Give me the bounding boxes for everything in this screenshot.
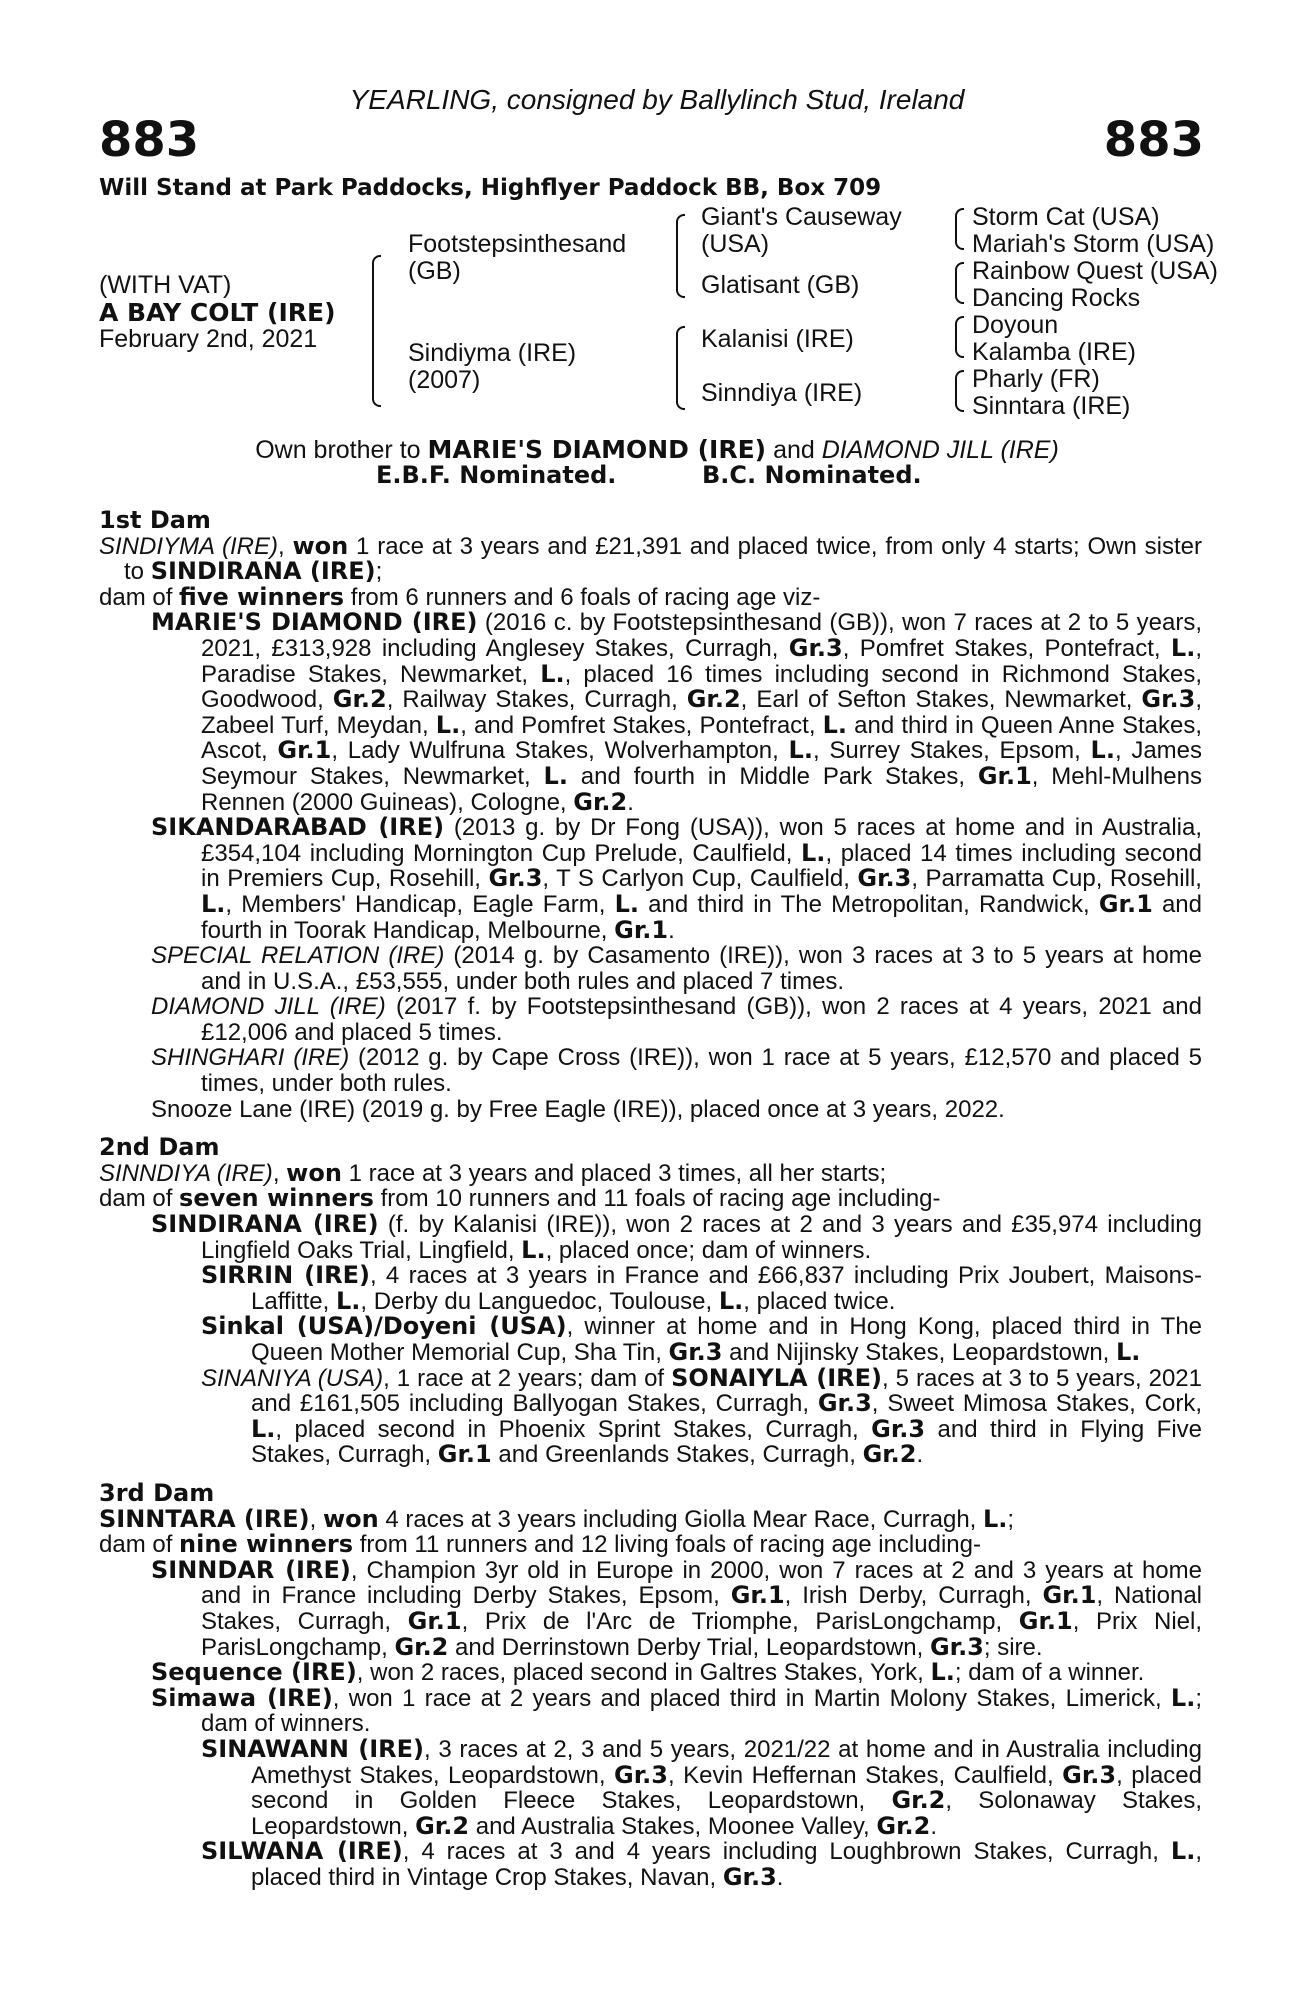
entry-text: , Mehl-Mulhens Rennen (2000 Guineas), Cologne, [201,762,1203,816]
entry-text: , T S Carlyon Cup, Caulfield, [542,865,858,893]
entry-text: and Australia Stakes, Moonee Valley, [469,1812,877,1840]
entry-text: (f. by Kalanisi (IRE)), won 2 races at 2 and 3 years and £35,974 including Lingfield Oaks Trial, Lingfield, [201,1211,1203,1264]
dam-sections [99,508,1202,1890]
entry-text: , [309,1505,323,1533]
entry-text: from 6 runners and 6 foals of racing age viz- [344,583,821,611]
entry-text: SINNDIYA (IRE) [99,1159,273,1187]
entry-text: Gr.1 [1018,1606,1073,1635]
pedigree-sire-line2: (GB) [408,257,461,285]
entry-text: from 10 runners and 11 foals of racing age including- [373,1185,941,1213]
entry-text: , Zabeel Turf, Meydan, [201,686,1203,739]
entry-text: SILWANA (IRE) [201,1837,403,1866]
entry-text: won [292,531,349,560]
entry-text: , placed twice. [743,1287,896,1315]
entry-text: , 4 races at 3 years in France and £66,837 including Prix Joubert, Maisons-Laffitte, [251,1262,1202,1315]
entry-text: SINDIRANA (IRE) [151,1210,379,1239]
entry-text: SINDIYMA (IRE) [99,532,278,560]
entry-text: , Kevin Heffernan Stakes, Caulfield, [667,1761,1063,1789]
entry-text: SONAIYLA (IRE) [671,1363,882,1392]
entry-text: Gr.1 [437,1440,492,1469]
sire-dam-brace [372,255,381,407]
entry-text: Gr.3 [668,1338,723,1366]
dam-section [99,1478,1203,1891]
entry-text: dam of [99,1185,180,1213]
entry-text: Sequence (IRE) [151,1658,357,1687]
entry-text: , James Seymour Stakes, Newmarket, [201,737,1203,790]
entry-paragraph [99,1158,1202,1187]
entry-paragraph [99,582,1202,611]
entry-paragraph [99,1504,1202,1533]
entry-text: SINNTARA (IRE) [99,1504,310,1533]
pedigree-g3-6: Kalamba (IRE) [972,338,1136,366]
entry-text: and Derrinstown Derby Trial, Leopardstown, [448,1633,930,1661]
entry-text: , Solonaway Stakes, Leopardstown, [251,1787,1202,1840]
entry-text: , Prix Niel, ParisLongchamp, [201,1607,1202,1661]
entry-text: Gr.2 [415,1811,470,1840]
entry-text: 4 races at 3 years including Giolla Mear Race, Curragh, [378,1505,983,1533]
entry-text: and fourth in Toorak Handicap, Melbourne, [201,890,1202,944]
g3-brace-1 [955,208,964,250]
entry-text: (2016 c. by Footstepsinthesand (GB)), won 7 races at 2 to 5 years, 2021, £313,928 including Anglesey Stakes, Curragh, [201,609,1202,662]
entry-text: Gr.3 [614,1760,668,1789]
g3-brace-3 [955,316,964,358]
entry-text: ; dam of winners. [201,1684,1203,1738]
entry-text: Gr.3 [488,864,543,893]
entry-text: Gr.1 [277,736,332,765]
entry-text: and fourth in Middle Park Stakes, [567,762,978,790]
section-heading: 1st Dam [99,506,211,534]
entry-text: SPECIAL RELATION (IRE) [151,942,445,970]
pedigree-g3-5: Doyoun [972,311,1059,339]
entry-text: , 4 races at 3 and 4 years including Loughbrown Stakes, Curragh, [402,1838,1171,1866]
entry-text: Gr.2 [573,787,628,816]
lot-number-right: 883 [1103,112,1204,168]
entry-text: won [286,1158,342,1187]
entry-text: (2014 g. by Casamento (IRE)), won 3 races at 3 to 5 years at home and in U.S.A., £53,555, under both rules and placed 7 times. [201,942,1203,995]
entry-text: , placed 14 times including second in Premiers Cup, Rosehill, [201,839,1203,893]
section-heading: 2nd Dam [99,1133,220,1162]
sire-parents-brace [676,214,685,298]
entry-text: , 1 race at 2 years; dam of [383,1364,672,1392]
vat-label: (WITH VAT) [99,271,232,299]
entry-text: MARIE'S DIAMOND (IRE) [151,608,478,637]
entry-text: ; sire. [983,1633,1043,1661]
entry-text: Gr.3 [929,1632,984,1661]
entry-text: . [930,1812,937,1840]
entry-text: and third in Flying Five Stakes, Curragh, [251,1415,1203,1469]
entry-text: Gr.1 [1042,1581,1097,1610]
relations-line: Own brother to MARIE'S DIAMOND (IRE) and DIAMOND JILL (IRE) [255,435,1059,464]
entry-text: SIKANDARABAD (IRE) [151,813,445,842]
pedigree-g3-3: Rainbow Quest (USA) [972,257,1218,285]
dam-section [99,1135,1202,1468]
entry-text: L. [1170,1683,1196,1712]
pedigree-dam-line2: (2007) [408,366,481,394]
entry-text: . [776,1863,784,1891]
entry-text: , 3 races at 2, 3 and 5 years, 2021/22 at home and in Australia including Amethyst Stakes, Leopardstown, [251,1735,1202,1789]
entry-text: L. [718,1286,744,1315]
entry-text: from 11 runners and 12 living foals of racing age including- [353,1531,981,1559]
entry-text: Gr.3 [1141,685,1196,714]
pedigree-g3-2: Mariah's Storm (USA) [972,230,1215,258]
entry-text: SINDIRANA (IRE) [150,557,376,586]
entry-text: L. [614,889,639,918]
entry-text: L. [251,1414,276,1443]
entry-text: Gr.1 [977,761,1032,790]
entry-text: and Greenlands Stakes, Curragh, [491,1441,863,1469]
entry-text: L. [1090,736,1115,765]
entry-text: , placed second in Phoenix Sprint Stakes, Curragh, [275,1415,872,1443]
entry-text: DIAMOND JILL (IRE) [151,993,386,1021]
entry-text: Gr.2 [332,685,387,714]
g3-brace-4 [955,370,964,412]
entry-text: Gr.2 [862,1440,917,1469]
entry-paragraph [201,1263,1202,1314]
entry-paragraph [201,1314,1202,1365]
entry-text: L. [788,736,813,765]
bc-nomination: B.C. Nominated. [702,461,922,489]
entry-text: Gr.3 [722,1862,777,1891]
entry-text: L. [983,1504,1008,1533]
entry-text: , National Stakes, Curragh, [201,1582,1203,1635]
entry-text: and Nijinsky Stakes, Leopardstown, [722,1339,1117,1366]
entry-text: , placed second in Golden Fleece Stakes, Leopardstown, [251,1761,1202,1815]
entry-paragraph [99,1532,1202,1558]
entry-text: L. [435,710,461,739]
entry-paragraph [151,610,1202,815]
entry-paragraph [151,1660,1202,1686]
entry-text: 1 race at 3 years and £21,391 and placed twice, from only 4 starts; Own sister to [124,532,1202,586]
section-heading: 3rd Dam [99,1478,215,1507]
entry-paragraph [151,1555,1203,1661]
entry-paragraph [151,1097,1202,1123]
entry-text: . [627,788,634,816]
entry-text: Gr.3 [1062,1760,1117,1789]
entry-text: ; [375,558,383,586]
entry-text: SINNDAR (IRE) [151,1555,351,1584]
ebf-nomination: E.B.F. Nominated. [376,461,617,489]
pedigree-sire-line1: Footstepsinthesand [408,230,627,258]
consignment-header: YEARLING, consigned by Ballylinch Stud, Ireland [349,84,965,115]
entry-text: , Members' Handicap, Eagle Farm, [225,890,615,918]
pedigree-g3-7: Pharly (FR) [972,365,1100,393]
entry-text: Gr.1 [1098,889,1153,918]
subject-name: A BAY COLT (IRE) [99,298,336,327]
entry-text: , Champion 3yr old in Europe in 2000, won 7 races at 2 and 3 years at home and in France including Derby Stakes, Epsom, [201,1556,1202,1610]
entry-text: L. [335,1286,361,1315]
entry-text: L. [1170,633,1196,662]
entry-text: and third in Queen Anne Stakes, Ascot, [201,711,1202,765]
entry-text: Gr.1 [730,1581,785,1610]
entry-text: Gr.2 [394,1632,449,1661]
entry-text: Gr.1 [614,915,669,944]
pedigree-g3-4: Dancing Rocks [972,284,1141,312]
pedigree-g3-8: Sinntara (IRE) [972,392,1131,420]
entry-text: , [272,1159,287,1187]
entry-text: SIRRIN (IRE) [201,1261,370,1290]
entry-text: , winner at home and in Hong Kong, placed third in The Queen Mother Memorial Cup, Sha Tin, [251,1313,1203,1366]
entry-text: . [916,1441,924,1469]
entry-text: , Derby du Languedoc, Toulouse, [360,1287,719,1315]
entry-text: L. [543,761,568,790]
entry-text: Gr.2 [891,1786,946,1815]
entry-text: Simawa (IRE) [151,1683,333,1712]
entry-text: , Parramatta Cup, Rosehill, [911,865,1202,893]
pedigree-sire-sire-line1: Giant's Causeway [701,203,902,231]
entry-paragraph [151,1683,1203,1738]
entry-text: L. [1170,1837,1196,1866]
subject-foaled: February 2nd, 2021 [99,325,318,353]
entry-text: , Irish Derby, Curragh, [784,1582,1043,1610]
entry-paragraph [99,1186,1202,1212]
dam-parents-brace [676,326,685,410]
entry-text: , Surrey Stakes, Epsom, [812,737,1091,765]
entry-text: Gr.3 [817,1389,872,1418]
entry-text: (2017 f. by Footstepsinthesand (GB)), won 2 races at 4 years, 2021 and £12,006 and placed 5 times. [201,993,1202,1046]
pedigree-dam-sire: Kalanisi (IRE) [701,325,854,353]
entry-text: (2012 g. by Cape Cross (IRE)), won 1 race at 5 years, £12,570 and placed 5 times, under both rules. [201,1044,1202,1098]
entry-text: five winners [179,582,345,611]
entry-text: Gr.1 [407,1606,462,1635]
pedigree-dam-dam: Sinndiya (IRE) [701,379,863,407]
entry-text: , Paradise Stakes, Newmarket, [201,634,1202,688]
entry-text: Gr.3 [788,633,843,662]
entry-text: dam of [99,1531,180,1559]
entry-text: and third in The Metropolitan, Randwick, [639,890,1099,918]
stand-location: Will Stand at Park Paddocks, Highflyer Paddock BB, Box 709 [99,175,882,201]
entry-text: Snooze Lane (IRE) (2019 g. by Free Eagle (IRE)), placed once at 3 years, 2022. [151,1095,1005,1123]
entry-text: seven winners [179,1184,374,1213]
entry-text: , Pomfret Stakes, Pontefract, [842,634,1171,662]
entry-text: SHINGHARI (IRE) [151,1044,350,1072]
dam-section [99,508,1202,1122]
entry-text: L. [801,838,826,867]
entry-text: 1 race at 3 years and placed 3 times, all her starts; [341,1159,887,1187]
entry-text: L. [521,1235,546,1264]
pedigree-dam-line1: Sindiyma (IRE) [408,339,577,367]
entry-paragraph [201,1363,1203,1469]
entry-text: , placed third in Vintage Crop Stakes, Navan, [251,1838,1202,1891]
entry-text: . [668,916,675,944]
entry-text: , and Pomfret Stakes, Pontefract, [460,711,823,739]
entry-text: , Prix de l'Arc de Triomphe, ParisLongchamp, [461,1607,1019,1635]
pedigree-sire-dam: Glatisant (GB) [701,271,860,299]
entry-paragraph [151,815,1202,943]
g3-brace-2 [955,262,964,304]
entry-text: , placed once; dam of winners. [545,1236,872,1264]
pedigree-g3-1: Storm Cat (USA) [972,203,1160,231]
entry-text: Sinkal (USA)/Doyeni (USA) [201,1312,567,1341]
entry-text: L. [822,710,848,739]
entry-paragraph [151,1212,1202,1263]
entry-text: (2013 g. by Dr Fong (USA)), won 5 races at home and in Australia, £354,104 including Mornington Cup Prelude, Caulfield, [201,814,1202,867]
entry-paragraph [201,1839,1202,1890]
entry-text: , [277,532,293,560]
entry-text: , Railway Stakes, Curragh, [386,686,687,714]
entry-text: , Lady Wulfruna Stakes, Wolverhampton, [331,737,789,765]
entry-text: Gr.3 [857,864,912,893]
entry-text: L. [540,659,565,688]
entry-text: , placed 16 times including second in Richmond Stakes, Goodwood, [201,660,1202,714]
entry-text: , 5 races at 3 to 5 years, 2021 and £161,505 including Ballyogan Stakes, Curragh, [251,1364,1202,1418]
entry-text: L. [201,889,226,918]
entry-text: , won 2 races, placed second in Galtres Stakes, York, [356,1659,931,1687]
entry-text: , Earl of Sefton Stakes, Newmarket, [740,686,1142,714]
entry-text: Gr.2 [876,1811,931,1840]
entry-text: Gr.3 [871,1414,926,1443]
entry-text: , Sweet Mimosa Stakes, Cork, [871,1390,1202,1418]
entry-text: won [322,1504,379,1533]
entry-paragraph [201,1734,1202,1840]
entry-text: ; dam of a winner. [954,1659,1145,1687]
pedigree-sire-sire-line2: (USA) [701,230,770,258]
entry-text: SINANIYA (USA) [201,1364,384,1392]
entry-text: ; [1007,1505,1015,1533]
entry-text: nine winners [179,1530,354,1559]
entry-text: L. [930,1658,955,1687]
entry-paragraph [151,943,1202,994]
lot-number-left: 883 [99,112,200,168]
entry-text: , won 1 race at 2 years and placed third in Martin Molony Stakes, Limerick, [332,1684,1171,1712]
entry-text: dam of [99,583,180,611]
entry-text: SINAWANN (IRE) [201,1734,425,1763]
entry-paragraph [151,994,1202,1045]
entry-text: L. [1116,1338,1141,1366]
entry-text: Gr.2 [686,685,741,714]
entry-paragraph [99,531,1202,586]
entry-paragraph [151,1045,1202,1096]
